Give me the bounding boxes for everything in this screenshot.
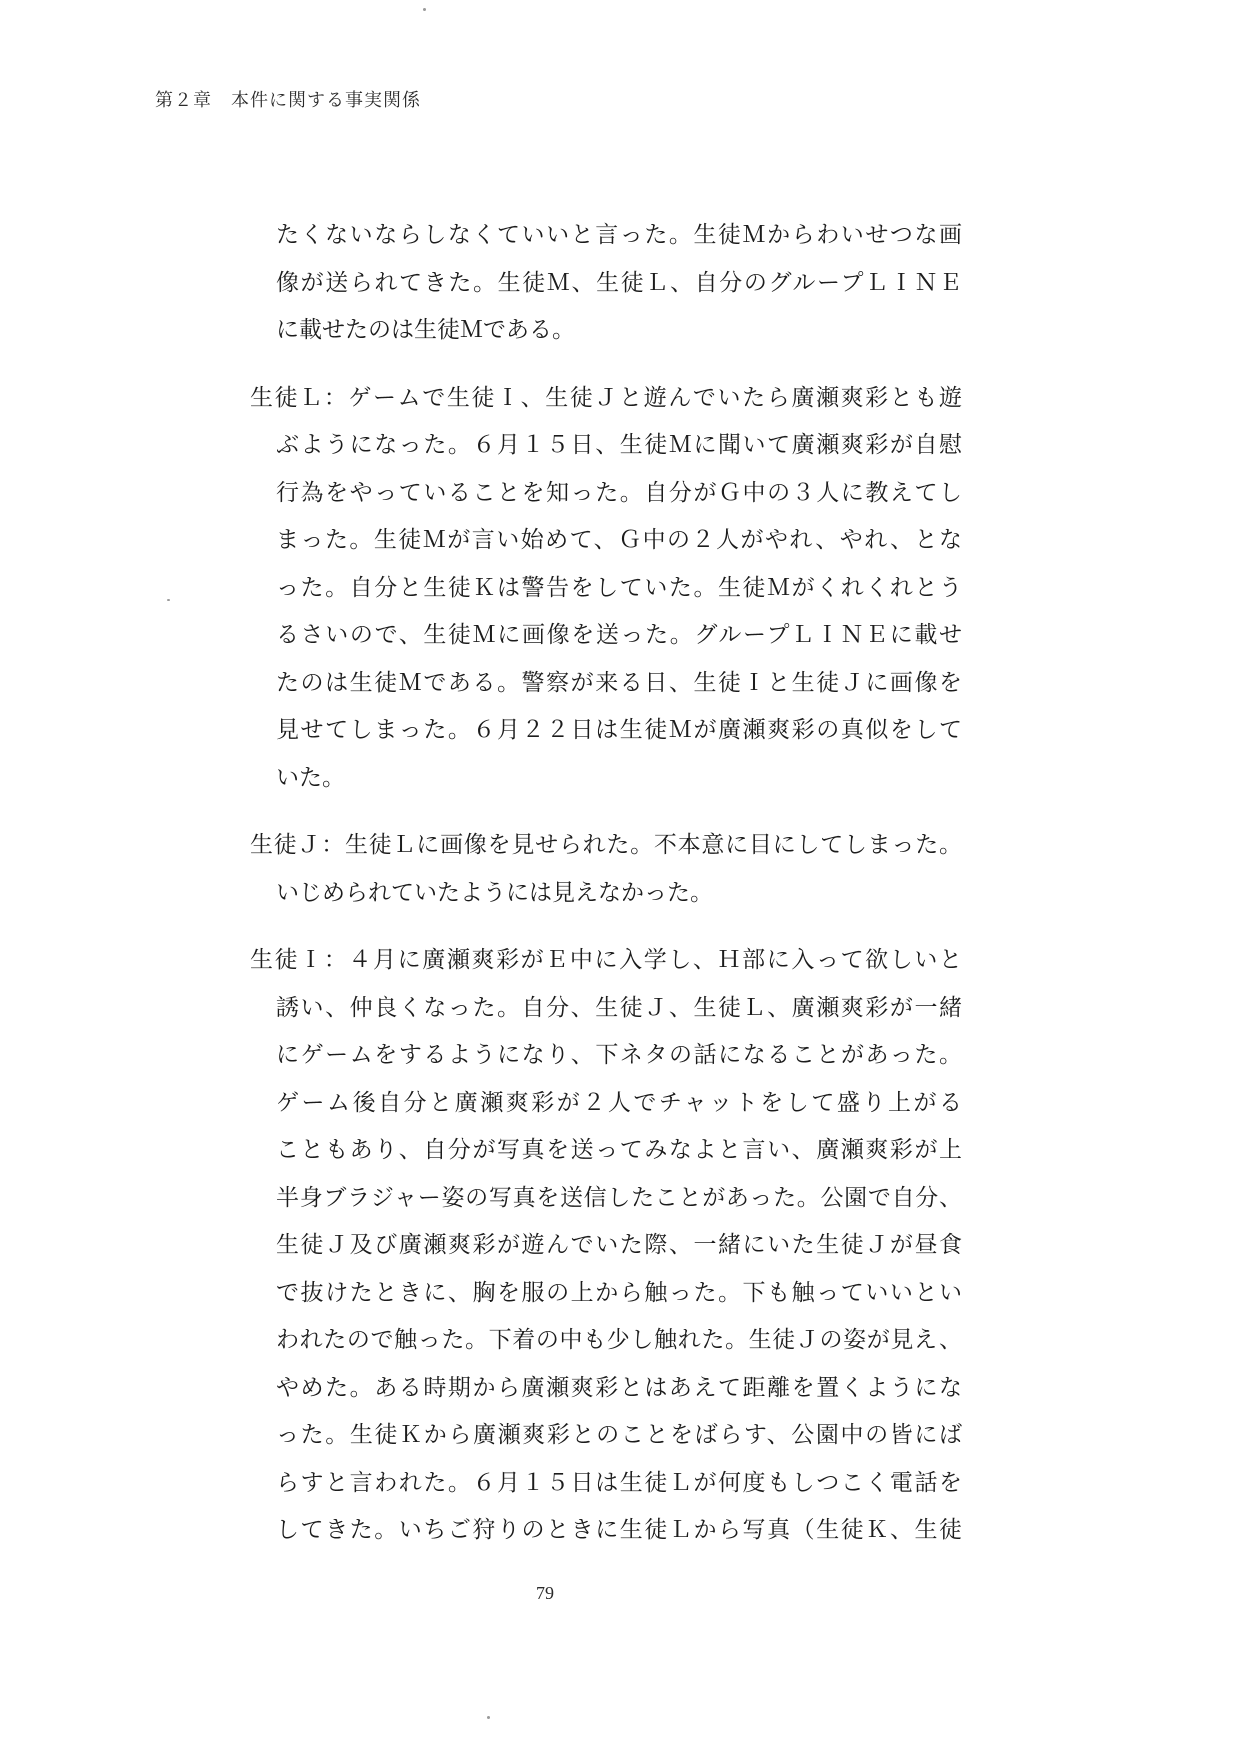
text-line: われたので触った。下着の中も少し触れた。生徒Ｊの姿が見え、 bbox=[276, 1327, 962, 1352]
document-body bbox=[250, 211, 962, 1574]
text-line: 生徒Ｊ：生徒Ｌに画像を見せられた。不本意に目にしてしまった。 bbox=[250, 832, 962, 857]
text-line: 像が送られてきた。生徒Ｍ、生徒Ｌ、自分のグループＬＩＮＥ bbox=[276, 269, 962, 295]
text-line: にゲームをするようになり、下ネタの話になることがあった。 bbox=[276, 1042, 962, 1067]
paragraph-statement-student-j bbox=[250, 821, 962, 916]
text-line: ゲーム後自分と廣瀬爽彩が２人でチャットをして盛り上がる bbox=[276, 1089, 962, 1115]
scan-speck bbox=[423, 8, 426, 11]
paragraph-statement-student-i bbox=[250, 936, 962, 1554]
text-line: った。自分と生徒Ｋは警告をしていた。生徒Ｍがくれくれとう bbox=[276, 574, 962, 600]
text-line: るさいので、生徒Ｍに画像を送った。グループＬＩＮＥに載せ bbox=[276, 622, 962, 647]
scan-speck bbox=[167, 599, 170, 601]
text-line: に載せたのは生徒Ｍである。 bbox=[276, 317, 575, 342]
paragraph-continuation-student-m bbox=[250, 211, 962, 354]
text-line: してきた。いちご狩りのときに生徒Ｌから写真（生徒Ｋ、生徒 bbox=[276, 1517, 962, 1542]
text-line: 生徒Ｊ及び廣瀬爽彩が遊んでいた際、一緒にいた生徒Ｊが昼食 bbox=[276, 1232, 962, 1257]
text-line: らすと言われた。６月１５日は生徒Ｌが何度もしつこく電話を bbox=[276, 1469, 962, 1495]
text-line: やめた。ある時期から廣瀬爽彩とはあえて距離を置くようにな bbox=[276, 1374, 962, 1400]
text-line: 半身ブラジャー姿の写真を送信したことがあった。公園で自分、 bbox=[276, 1184, 962, 1210]
text-line: った。生徒Ｋから廣瀬爽彩とのことをばらす、公園中の皆にば bbox=[276, 1422, 962, 1447]
text-line: で抜けたときに、胸を服の上から触った。下も触っていいとい bbox=[276, 1279, 962, 1305]
text-line: まった。生徒Ｍが言い始めて、Ｇ中の２人がやれ、やれ、とな bbox=[276, 527, 962, 552]
text-line: 誘い、仲良くなった。自分、生徒Ｊ、生徒Ｌ、廣瀬爽彩が一緒 bbox=[276, 994, 962, 1020]
page-number: 79 bbox=[536, 1583, 554, 1603]
text-line: こともあり、自分が写真を送ってみなよと言い、廣瀬爽彩が上 bbox=[276, 1137, 962, 1162]
text-line: 行為をやっていることを知った。自分がＧ中の３人に教えてし bbox=[276, 479, 962, 505]
paragraph-statement-student-l bbox=[250, 374, 962, 802]
chapter-header: 第２章 本件に関する事実関係 bbox=[155, 90, 421, 110]
text-line: 見せてしまった。６月２２日は生徒Ｍが廣瀬爽彩の真似をして bbox=[276, 717, 962, 742]
text-line: 生徒Ｌ：ゲームで生徒Ｉ、生徒Ｊと遊んでいたら廣瀬爽彩とも遊 bbox=[250, 384, 962, 410]
text-line: 生徒Ｉ：４月に廣瀬爽彩がＥ中に入学し、Ｈ部に入って欲しいと bbox=[250, 947, 962, 972]
text-line: ぶようになった。６月１５日、生徒Ｍに聞いて廣瀬爽彩が自慰 bbox=[276, 432, 962, 457]
text-line: いじめられていたようには見えなかった。 bbox=[276, 879, 713, 905]
scan-speck bbox=[487, 1716, 490, 1719]
text-line: たのは生徒Ｍである。警察が来る日、生徒Ｉと生徒Ｊに画像を bbox=[276, 669, 962, 695]
text-line: いた。 bbox=[276, 764, 345, 790]
text-line: たくないならしなくていいと言った。生徒Ｍからわいせつな画 bbox=[276, 222, 962, 247]
